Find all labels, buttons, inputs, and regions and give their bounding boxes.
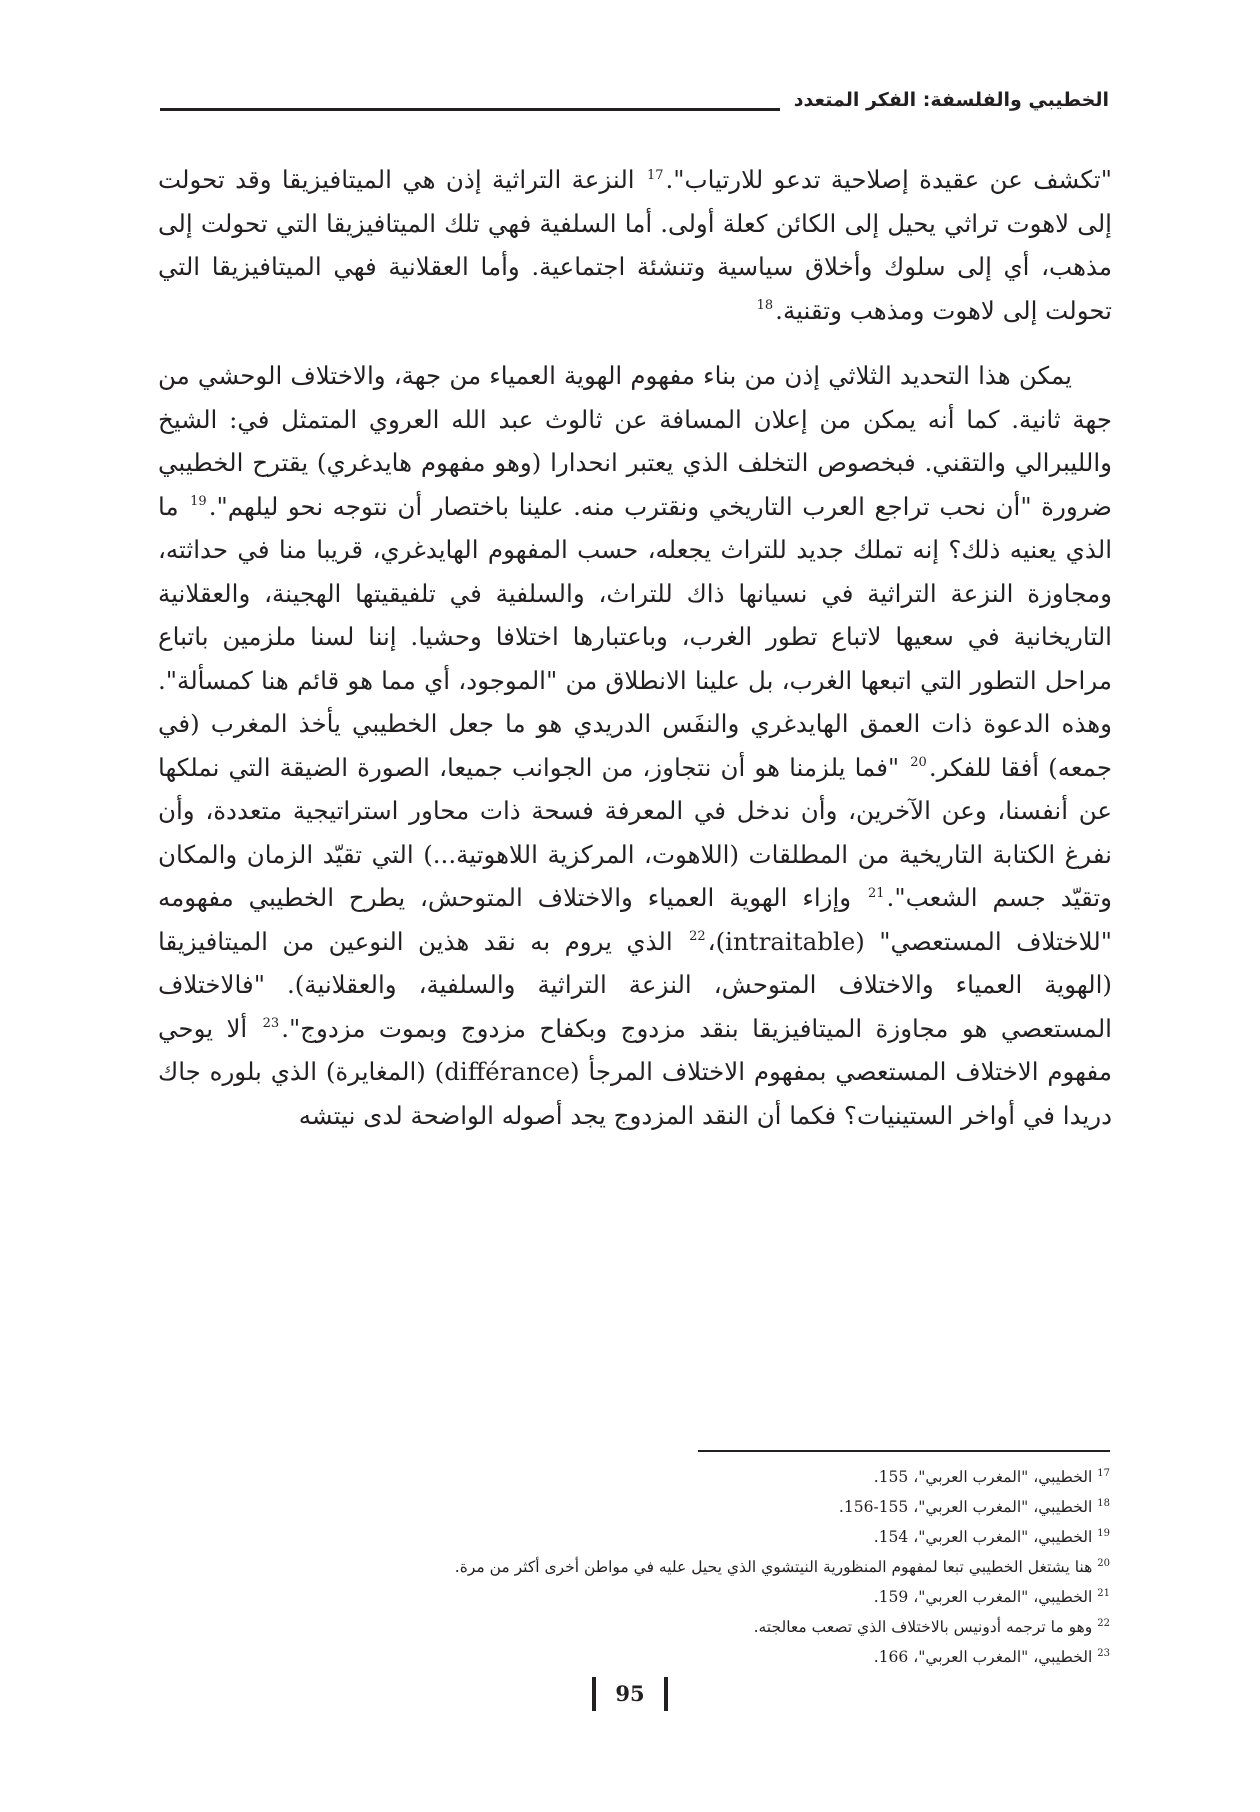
- footnote-number: 22: [1097, 1617, 1110, 1629]
- footnote-ref-18[interactable]: 18: [756, 298, 774, 314]
- footnote-number: 17: [1097, 1467, 1110, 1479]
- footnote-number: 20: [1097, 1557, 1110, 1569]
- paragraph-text: يمكن هذا التحديد الثلاثي إذن من بناء مفهوم الهوية العمياء من جهة، والاختلاف الوحشي من جهة ثانية. كما أنه يمكن من إعلان المسافة عن ثالوث عبد الله العروي المتمثل في: الشيخ والليبرالي والتقني. فبخصوص التخلف الذي يعتبر انحدارا (وهو مفهوم هايدغري) يقترح الخطيبي ضرورة "أن نحب تراجع العرب التاريخي ونقترب منه. علينا باختصار أن نتوجه نحو ليلهم".: [158, 361, 1112, 521]
- footnote-separator: [698, 1450, 1110, 1452]
- header-title: الخطيبي والفلسفة: الفكر المتعدد: [780, 86, 1109, 114]
- footnote-17: [310, 1462, 1110, 1492]
- footnote-number: 19: [1097, 1527, 1110, 1539]
- footnote-number: 18: [1097, 1497, 1110, 1509]
- footnote-21: [310, 1582, 1110, 1612]
- page-number: 95: [615, 1681, 645, 1706]
- footnotes: [310, 1462, 1110, 1672]
- footnote-text: الخطيبي، "المغرب العربي"، 154.: [873, 1528, 1093, 1546]
- paragraph-2: [158, 354, 1112, 1137]
- paragraph-text: "تكشف عن عقيدة إصلاحية تدعو للارتياب".: [665, 165, 1113, 194]
- paragraph-text: "فما يلزمنا هو أن نتجاوز، من الجوانب جميعا، الصورة الضيقة التي نملكها عن أنفسنا، وعن الآخرين، وأن ندخل في المعرفة فسحة ذات محاور استراتيجية متعددة، وأن نفرغ الكتابة التاريخية من المطلقات (اللاهوت، المركزية اللاهوتية...) التي تقيّد الزمان والمكان وتقيّد جسم الشعب".: [158, 752, 1112, 912]
- footnote-20: [310, 1552, 1110, 1582]
- footnote-ref-21[interactable]: 21: [868, 885, 885, 901]
- body-text: [158, 158, 1112, 1137]
- paragraph-1: [158, 158, 1112, 332]
- footnote-text: الخطيبي، "المغرب العربي"، 166.: [873, 1648, 1093, 1666]
- paragraph-text: وإزاء الهوية العمياء والاختلاف المتوحش، يطرح الخطيبي مفهومه "للاختلاف المستعصي" (intraitable)،: [158, 883, 1113, 956]
- paragraph-text: ما الذي يعنيه ذلك؟ إنه تملك جديد للتراث يجعله، حسب المفهوم الهايدغري، قريبا منا في حداثته، ومجاوزة النزعة التراثية في نسيانها ذاك للتراث، والسلفية في تلفيقيتها الهجينة، والعقلانية التاريخانية في سعيها لاتباع تطور الغرب، وباعتبارها اختلافا وحشيا. إننا لسنا ملزمين باتباع مراحل التطور التي اتبعها الغرب، بل علينا الانطلاق من "الموجود، أي مما هو قائم هنا كمسألة". وهذه الدعوة ذات العمق الهايدغري والنفَس الدريدي هو ما جعل الخطيبي يأخذ المغرب (في جمعه) أفقا للفكر.: [158, 491, 1112, 782]
- footnote-number: 23: [1097, 1647, 1110, 1659]
- running-header: [160, 80, 1109, 120]
- footnote-text: الخطيبي، "المغرب العربي"، 159.: [873, 1588, 1093, 1606]
- footnote-19: [310, 1522, 1110, 1552]
- footnote-22: [310, 1612, 1110, 1642]
- footnote-ref-22[interactable]: 22: [689, 929, 706, 945]
- page-number-block: [560, 1675, 700, 1715]
- footnote-text: هنا يشتغل الخطيبي تبعا لمفهوم المنظورية النيتشوي الذي يحيل عليه في مواطن أخرى أكثر من مرة.: [454, 1558, 1093, 1576]
- footnote-text: الخطيبي، "المغرب العربي"، 155.: [873, 1468, 1093, 1486]
- footnote-18: [310, 1492, 1110, 1522]
- footnote-ref-17[interactable]: 17: [646, 167, 664, 183]
- footnote-23: [310, 1642, 1110, 1672]
- footnote-number: 21: [1097, 1587, 1110, 1599]
- page-number-bar: [592, 1677, 596, 1711]
- footnote-ref-23[interactable]: 23: [262, 1016, 280, 1032]
- paragraph-text: ألا يوحي مفهوم الاختلاف المستعصي بمفهوم الاختلاف المرجأ (différance) (المغايرة) الذي بلوره جاك دريدا في أواخر الستينيات؟ فكما أن النقد المزدوج يجد أصوله الواضحة لدى نيتشه: [158, 1013, 1112, 1130]
- footnote-ref-19[interactable]: 19: [190, 494, 207, 510]
- page-number-bar: [664, 1677, 668, 1711]
- paragraph-text: الذي يروم به نقد هذين النوعين من الميتافيزيقا (الهوية العمياء والاختلاف المتوحش، النزعة التراثية والسلفية، والعقلانية). "فالاختلاف المستعصي هو مجاوزة الميتافيزيقا بنقد مزدوج وبكفاح مزدوج وبموت مزدوج".: [158, 926, 1112, 1043]
- footnote-text: وهو ما ترجمه أدونيس بالاختلاف الذي تصعب معالجته.: [753, 1618, 1093, 1636]
- paragraph-text: النزعة التراثية إذن هي الميتافيزيقا وقد تحولت إلى لاهوت تراثي يحيل إلى الكائن كعلة أولى. أما السلفية فهي تلك الميتافيزيقا التي تحولت إلى مذهب، أي إلى سلوك وأخلاق سياسية وتنشئة اجتماعية. وأما العقلانية فهي الميتافيزيقا التي تحولت إلى لاهوت ومذهب وتقنية.: [158, 165, 1112, 325]
- footnote-text: الخطيبي، "المغرب العربي"، 155-156.: [838, 1498, 1093, 1516]
- footnote-ref-20[interactable]: 20: [910, 755, 927, 771]
